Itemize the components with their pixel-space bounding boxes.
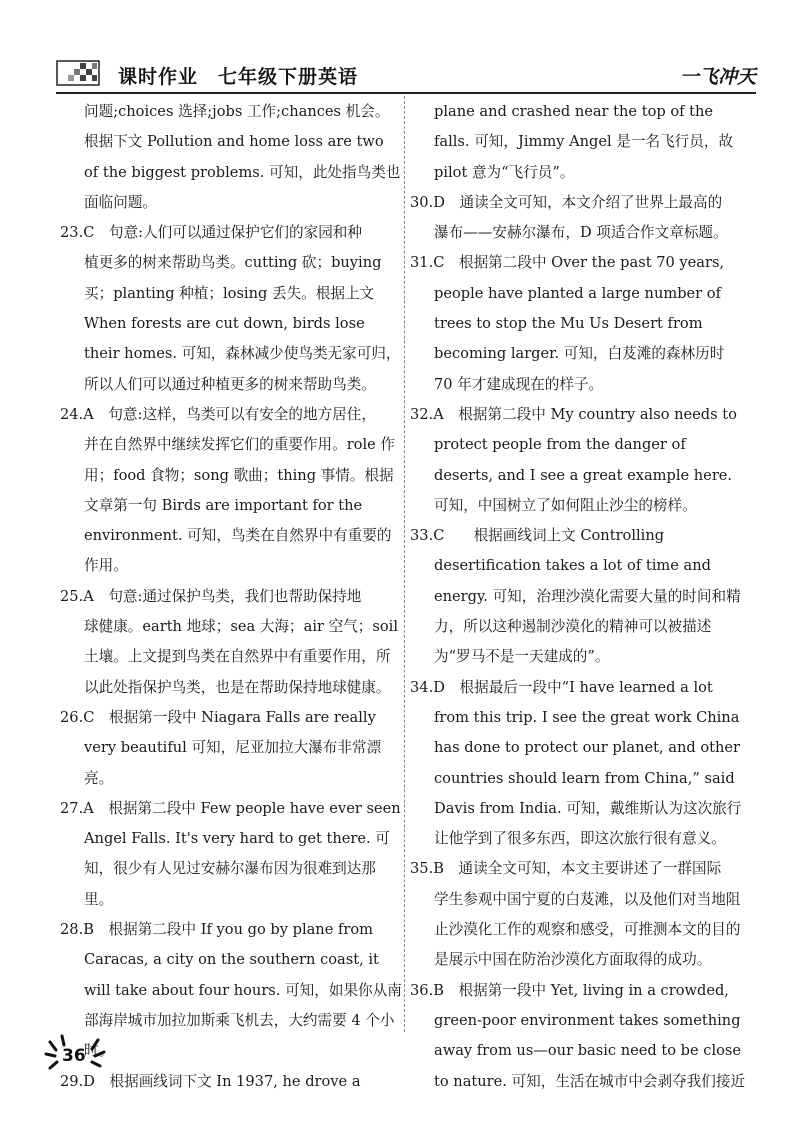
answer-body: 并在自然界中继续发挥它们的重要作用。role 作用；food 食物；song 歌曲；thing 事情。根据文章第一句 Birds are important for the environment. 可知，鸟类在自然界中有重要的作用。 (84, 436, 395, 575)
answer-body: Angel Falls. It's very hard to get there. 可知，很少有人见过安赫尔瀑布因为很难到达那里。 (84, 830, 390, 908)
answer-lead: 28.B 根据第二段中 If you go by plane from (60, 921, 373, 939)
answer-lead: 25.A 句意:通过保护鸟类，我们也帮助保持地 (60, 587, 362, 605)
answer-item-27 (60, 794, 402, 915)
answer-lead: 24.A 句意:这样，鸟类可以有安全的地方居住， (60, 405, 376, 423)
answer-body: plane and crashed near the top of the falls. 可知，Jimmy Angel 是一名飞行员，故 pilot 意为“飞行员”。 (434, 103, 734, 181)
page-number-badge (40, 1032, 110, 1076)
answer-body: 球健康。earth 地球；sea 大海；air 空气；soil 土壤。上文提到鸟类在自然界中有重要作用，所以此处指保护鸟类，也是在帮助保持地球健康。 (84, 618, 398, 696)
answer-body: protect people from the danger of deserts, and I see a great example here. 可知，中国树立了如何阻止沙尘的榜样。 (434, 436, 733, 514)
answer-item (410, 97, 746, 188)
right-column (410, 97, 746, 1097)
answer-item-26 (60, 703, 402, 794)
answer-lead: 30.D 通读全文可知，本文介绍了世界上最高的 (410, 193, 723, 211)
answer-lead: 31.C 根据第二段中 Over the past 70 years, (410, 254, 725, 272)
answer-lead: 23.C 句意:人们可以通过保护它们的家园和种 (60, 224, 362, 242)
header-brand: 一飞冲天 (679, 66, 756, 88)
answer-body: 学生参观中国宁夏的白芨滩，以及他们对当地阻止沙漠化工作的观察和感受，可推测本文的目的是展示中国在防治沙漠化方面取得的成功。 (434, 890, 741, 969)
book-logo-icon (56, 60, 100, 86)
header-rule (56, 92, 756, 94)
answer-item-28 (60, 915, 402, 1066)
answer-item-25 (60, 582, 402, 703)
page-number: 36 (62, 1046, 86, 1066)
answer-body: 瀑布——安赫尔瀑布，D 项适合作文章标题。 (434, 224, 728, 242)
answer-lead: 29.D 根据画线词下文 In 1937, he drove a (60, 1072, 361, 1090)
column-divider (404, 96, 405, 1032)
answer-item-35 (410, 854, 746, 975)
answer-body: green-poor environment takes something away from us—our basic need to be close to nature. 可知，生活在城市中会剥夺我们接近 (434, 1011, 746, 1090)
answer-body: 问题;choices 选择;jobs 工作;chances 机会。根据下文 Pollution and home loss are two of the biggest problems. 可知，此处指鸟类也面临问题。 (84, 103, 401, 211)
left-column (60, 97, 402, 1097)
answer-item-31 (410, 248, 746, 399)
answer-lead: 35.B 通读全文可知，本文主要讲述了一群国际 (410, 860, 722, 878)
page-header (56, 58, 756, 90)
answer-item-24 (60, 400, 402, 582)
answer-item-32 (410, 400, 746, 521)
answer-item-34 (410, 673, 746, 855)
answer-item-29 (60, 1067, 402, 1097)
answer-item (60, 97, 402, 218)
answer-lead: 34.D 根据最后一段中“I have learned a lot (410, 678, 713, 696)
answer-body: people have planted a large number of trees to stop the Mu Us Desert from becoming larger. 可知，白芨滩的森林历时 70 年才建成现在的样子。 (434, 284, 725, 393)
answer-body: desertification takes a lot of time and energy. 可知，治理沙漠化需要大量的时间和精力，所以这种遏制沙漠化的精神可以被描述为“罗马不是一天建成的”。 (434, 557, 741, 666)
answer-item-36 (410, 976, 746, 1097)
answer-lead: 27.A 根据第二段中 Few people have ever seen (60, 799, 401, 817)
answer-lead: 26.C 根据第一段中 Niagara Falls are really (60, 708, 376, 726)
answer-item-33 (410, 521, 746, 672)
answer-lead: 33.C 根据画线词上文 Controlling (410, 527, 665, 545)
answer-item-23 (60, 218, 402, 400)
answer-item-30 (410, 188, 746, 249)
answer-lead: 36.B 根据第一段中 Yet, living in a crowded, (410, 981, 729, 999)
answer-body: Caracas, a city on the southern coast, it will take about four hours. 可知，如果你从南部海岸城市加拉加斯乘飞机去，大约需要 4 个小时。 (84, 951, 402, 1060)
answer-lead: 32.A 根据第二段中 My country also needs to (410, 405, 737, 423)
answer-body: very beautiful 可知，尼亚加拉大瀑布非常漂亮。 (84, 739, 382, 787)
header-title: 课时作业 七年级下册英语 (118, 66, 359, 88)
answer-body: 植更多的树来帮助鸟类。cutting 砍；buying 买；planting 种植；losing 丢失。根据上文 When forests are cut down, birds lose their homes. 可知，森林减少使鸟类无家可归，所以人们可以通过种植更多的树来帮助鸟类。 (84, 254, 401, 393)
answer-body: from this trip. I see the great work China has done to protect our planet, and other countries should learn from China,” said Davis from India. 可知，戴维斯认为这次旅行让他学到了很多东西，即这次旅行很有意义。 (434, 708, 742, 848)
